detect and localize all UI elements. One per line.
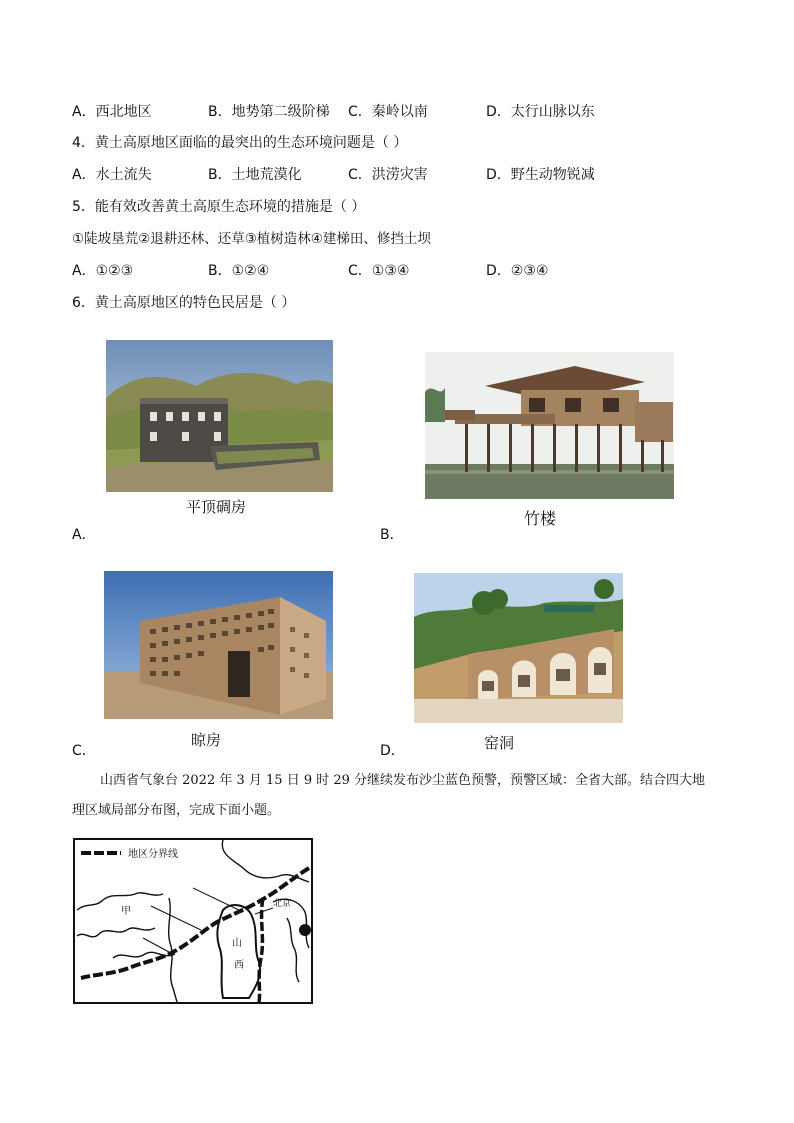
regional-boundary-map xyxy=(73,838,313,1004)
photo-flat-roof-blockhouse xyxy=(106,340,333,492)
q3-option-d: D．太行山脉以东 xyxy=(486,104,595,120)
q3-option-a: A．西北地区 xyxy=(72,104,152,120)
q5-option-d: D．②③④ xyxy=(486,263,549,279)
q5-measures: ①陡坡垦荒②退耕还林、还草③植树造林④建梯田、修挡土坝 xyxy=(72,231,431,247)
q5-option-b: B．①②④ xyxy=(208,263,270,279)
q3-option-b: B．地势第二级阶梯 xyxy=(208,104,330,120)
passage-line-2: 理区域局部分布图，完成下面小题。 xyxy=(72,803,281,818)
map-label-jia: 甲 xyxy=(121,906,131,917)
photo-bamboo-stilt-house xyxy=(425,352,674,499)
drying-house-illustration xyxy=(104,571,333,719)
q4-option-b: B．土地荒漠化 xyxy=(208,167,302,183)
caption-cave-dwelling: 窑洞 xyxy=(484,734,515,752)
caption-flat-roof-blockhouse: 平顶碉房 xyxy=(186,498,247,516)
map-label-shan: 山 xyxy=(232,938,242,949)
map-figure xyxy=(73,838,313,1004)
q4-option-a: A．水土流失 xyxy=(72,167,152,183)
photo-cave-dwelling xyxy=(414,573,623,723)
q6-option-b-letter: B． xyxy=(380,527,404,543)
q6-option-d-letter: D． xyxy=(380,743,405,759)
blockhouse-illustration xyxy=(106,340,333,492)
caption-bamboo-stilt-house: 竹楼 xyxy=(524,509,557,528)
caption-grape-drying-house: 晾房 xyxy=(191,731,222,749)
q5-stem: 5．能有效改善黄土高原生态环境的措施是（ ） xyxy=(72,199,366,215)
stilt-house-illustration xyxy=(425,352,674,499)
cave-dwelling-illustration xyxy=(414,573,623,723)
q5-option-c: C．①③④ xyxy=(348,263,410,279)
map-label-beijing: 北京 xyxy=(273,899,292,909)
q4-stem: 4．黄土高原地区面临的最突出的生态环境问题是（ ） xyxy=(72,135,408,151)
q6-option-a-letter: A． xyxy=(72,527,96,543)
map-legend-label: 地区分界线 xyxy=(128,849,178,860)
passage-line-1: 山西省气象台 2022 年 3 月 15 日 9 时 29 分继续发布沙尘蓝色预警，预警区域：全省大部。结合四大地 xyxy=(100,773,706,788)
q4-option-d: D．野生动物锐减 xyxy=(486,167,595,183)
q6-stem: 6．黄土高原地区的特色民居是（ ） xyxy=(72,295,296,311)
q6-option-c-letter: C． xyxy=(72,743,96,759)
photo-grape-drying-house xyxy=(104,571,333,719)
q4-option-c: C．洪涝灾害 xyxy=(348,167,428,183)
q3-option-c: C．秦岭以南 xyxy=(348,104,428,120)
map-label-xi: 西 xyxy=(234,960,244,971)
q5-option-a: A．①②③ xyxy=(72,263,134,279)
